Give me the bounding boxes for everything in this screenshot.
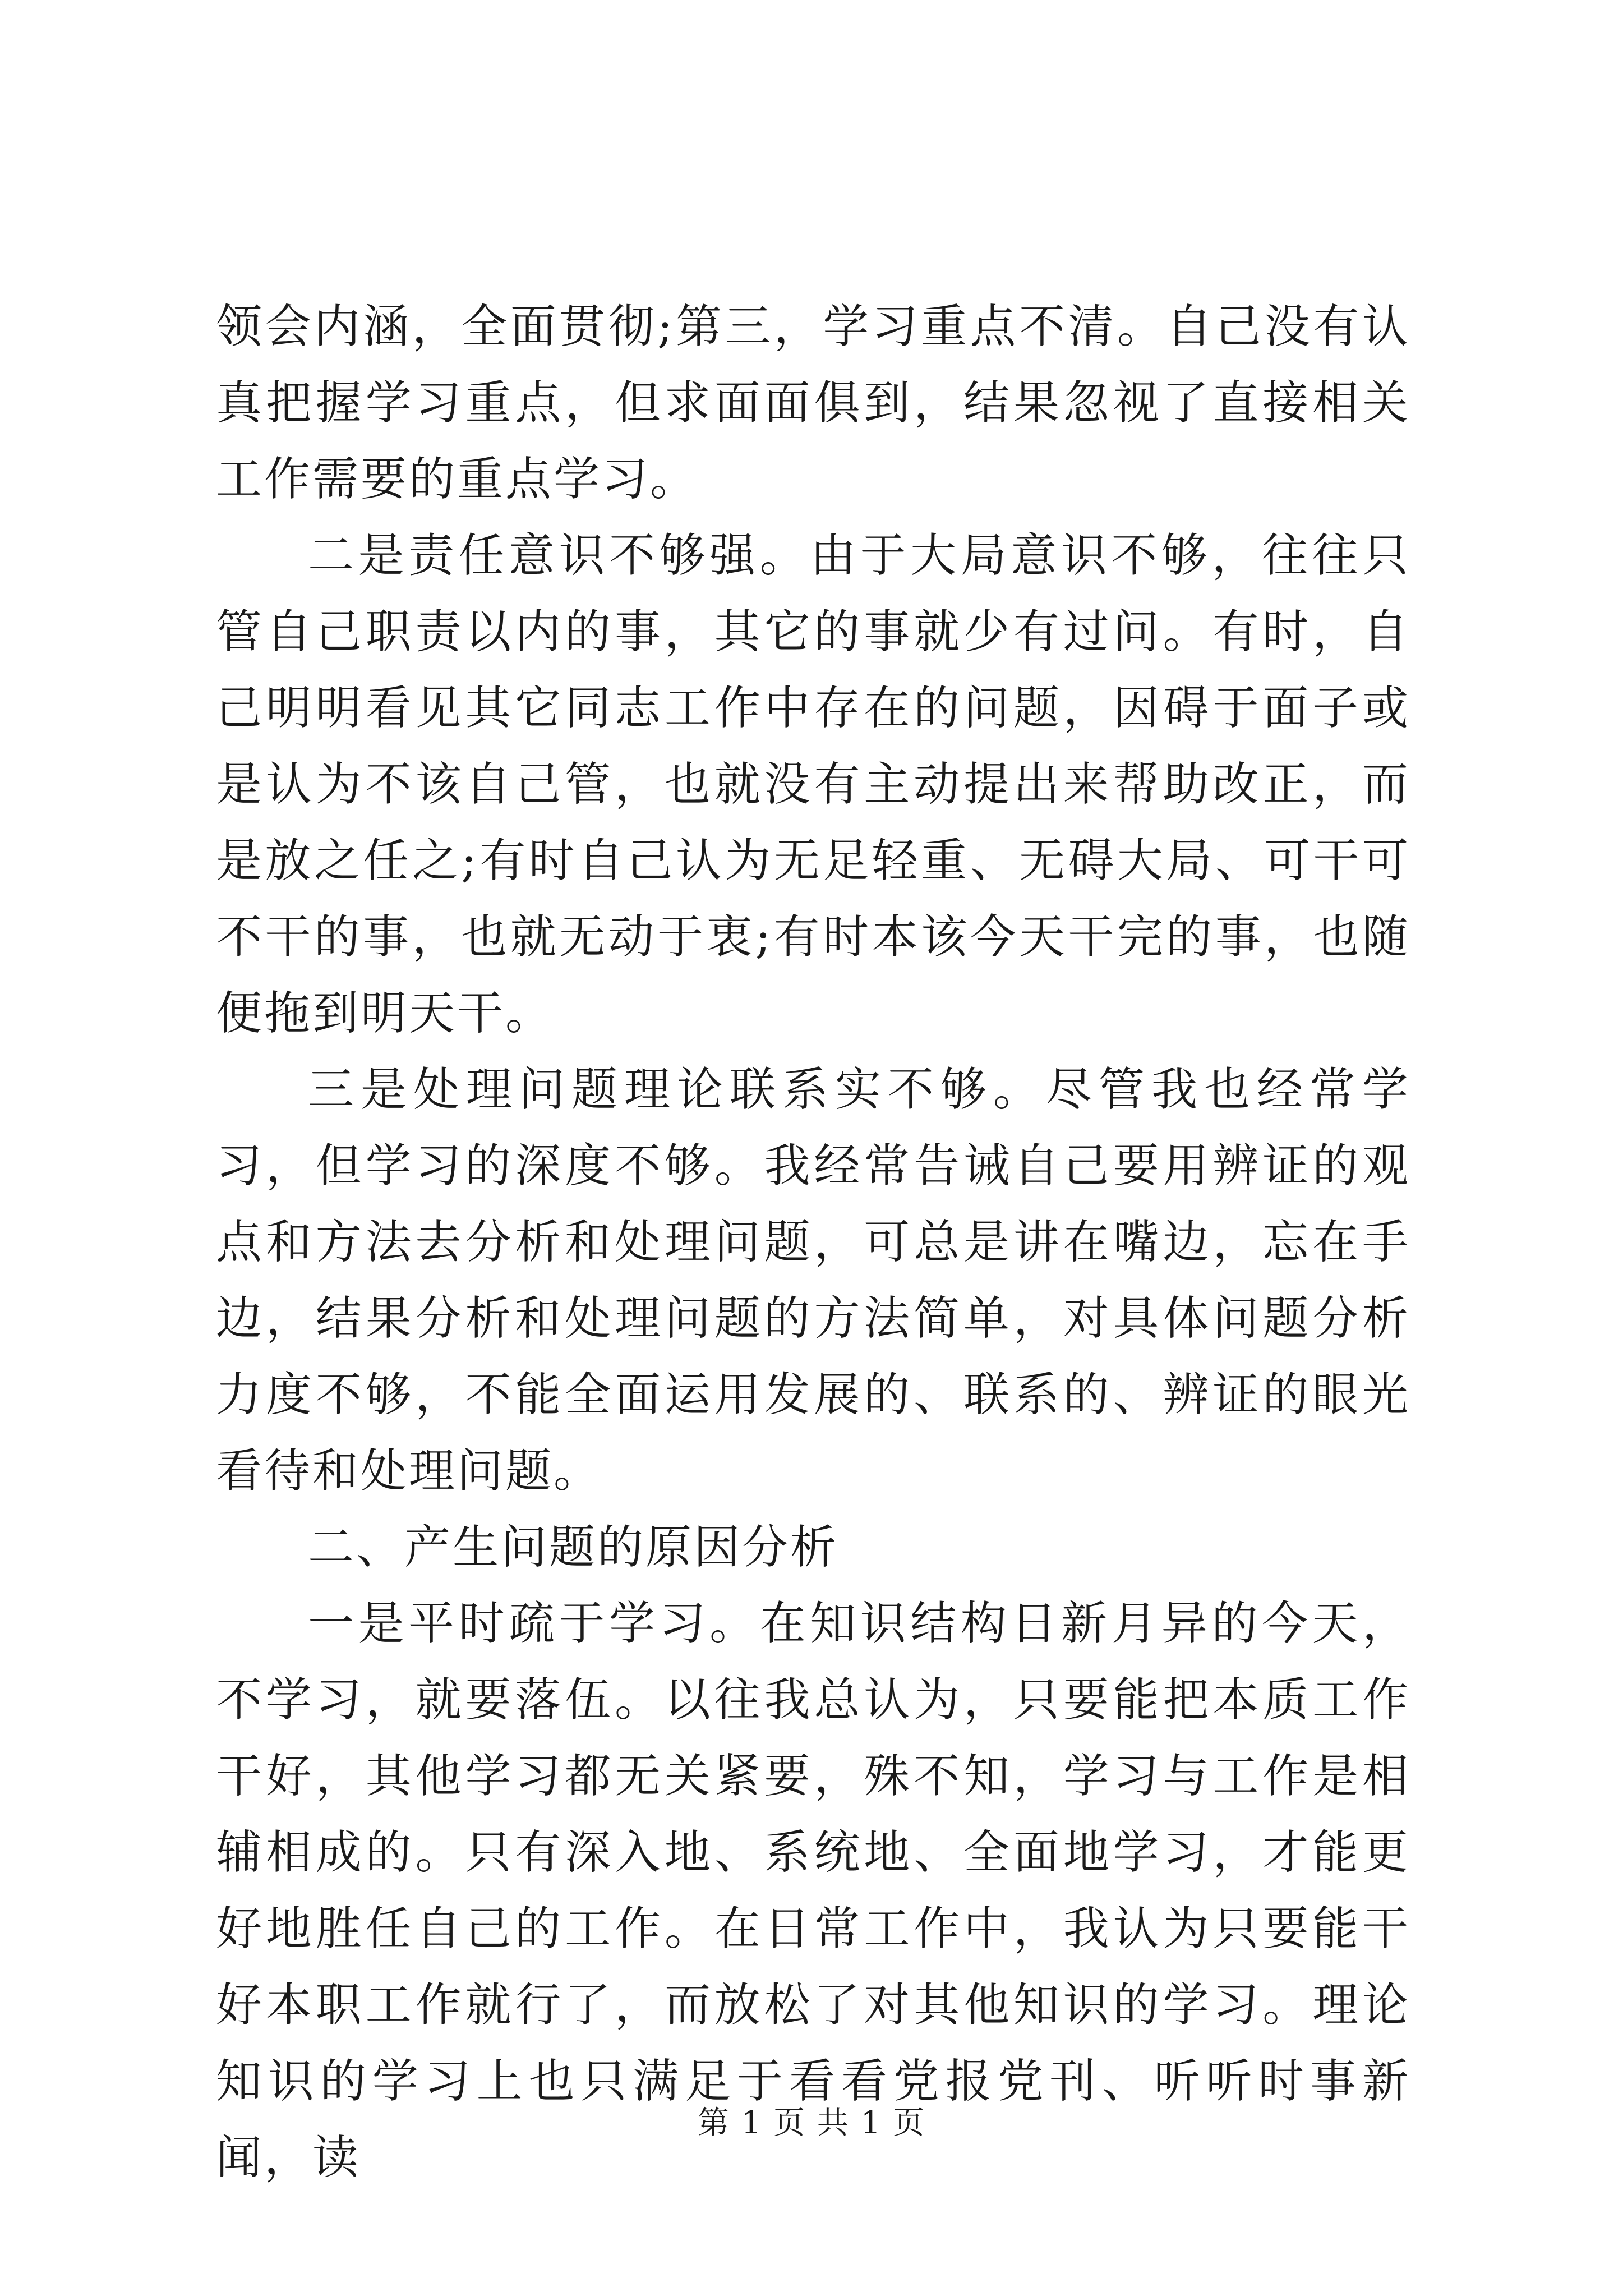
page-footer: 第 1 页 共 1 页	[697, 2105, 926, 2141]
section-heading-causes: 二、产生问题的原因分析	[308, 1521, 839, 1574]
paragraph-study: 一是平时疏于学习。在知识结构日新月异的今天，不学习，就要落伍。以往我总认为，只要能把本质工作干好，其他学习都无关紧要，殊不知，学习与工作是相辅相成的。只有深入地、系统地、全面地学习，才能更好地胜任自己的工作。在日常工作中，我认为只要能干好本职工作就行了，而放松了对其他知识的学习。理论知识的学习上也只满足于看看党报党刊、听听时事新闻，读	[216, 1597, 1410, 2184]
document-body	[216, 289, 1410, 2196]
paragraph-responsibility: 二是责任意识不够强。由于大局意识不够，往往只管自己职责以内的事，其它的事就少有过问。有时，自己明明看见其它同志工作中存在的问题，因碍于面子或是认为不该自己管，也就没有主动提出来帮助改正，而是放之任之;有时自己认为无足轻重、无碍大局、可干可不干的事，也就无动于衷;有时本该今天干完的事，也随便拖到明天干。	[216, 529, 1410, 1040]
paragraph-theory-practice: 三是处理问题理论联系实不够。尽管我也经常学习，但学习的深度不够。我经常告诫自己要用辨证的观点和方法去分析和处理问题，可总是讲在嘴边，忘在手边，结果分析和处理问题的方法简单，对具体问题分析力度不够，不能全面运用发展的、联系的、辨证的眼光看待和处理问题。	[216, 1063, 1410, 1498]
paragraph-continued: 领会内涵，全面贯彻;第三，学习重点不清。自己没有认真把握学习重点，但求面面俱到，结果忽视了直接相关工作需要的重点学习。	[216, 300, 1410, 506]
